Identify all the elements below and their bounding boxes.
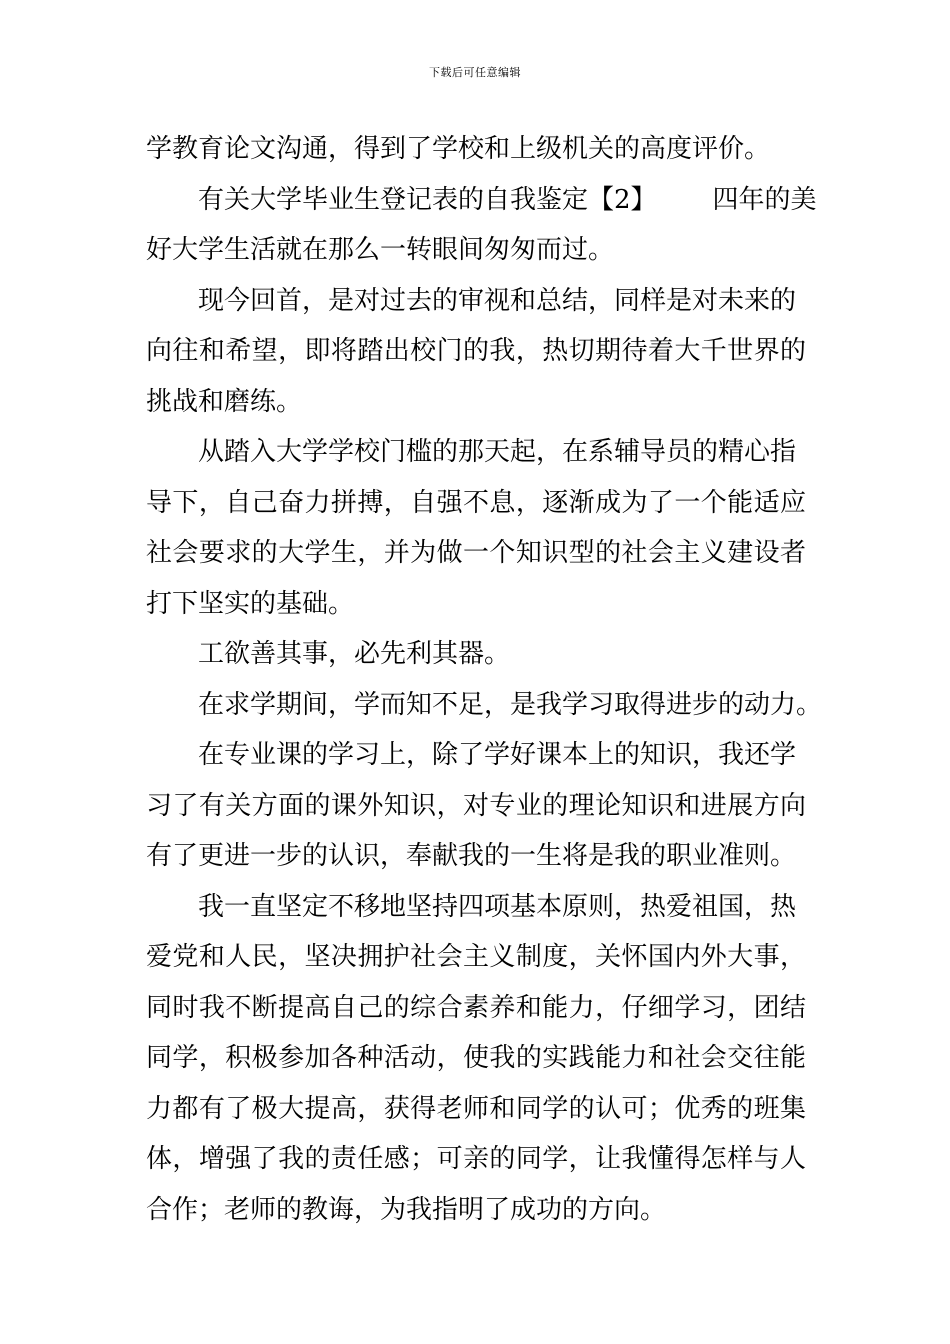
text-line: 习了有关方面的课外知识，对专业的理论知识和进展方向 (146, 790, 806, 821)
text-line: 合作；老师的教诲，为我指明了成功的方向。 (146, 1194, 667, 1225)
text-line: 向往和希望，即将踏出校门的我，热切期待着大千世界的 (146, 336, 806, 366)
text-fragment: 四年的美 (712, 184, 817, 215)
text-line: 爱党和人民，坚决拥护社会主义制度，关怀国内外大事， (146, 942, 806, 972)
text-line: 社会要求的大学生，并为做一个知识型的社会主义建设者 (146, 538, 806, 568)
text-line (146, 175, 817, 226)
text-line: 挑战和磨练。 (146, 386, 303, 417)
page-header: 下载后可任意编辑 (429, 66, 521, 79)
text-line: 学教育论文沟通，得到了学校和上级机关的高度评价。 (146, 134, 771, 164)
text-line: 好大学生活就在那么一转眼间匆匆而过。 (146, 235, 615, 265)
document-body (146, 124, 823, 1235)
text-line: 力都有了极大提高，获得老师和同学的认可；优秀的班集 (146, 1093, 806, 1124)
text-line: 在求学期间，学而知不足，是我学习取得进步的动力。 (198, 689, 823, 720)
text-line: 打下坚实的基础。 (146, 588, 355, 619)
text-line: 从踏入大学学校门槛的那天起，在系辅导员的精心指 (198, 437, 797, 467)
text-line: 现今回首，是对过去的审视和总结，同样是对未来的 (198, 285, 797, 316)
section-heading: 有关大学毕业生登记表的自我鉴定【2】 (198, 184, 657, 215)
text-line: 在专业课的学习上，除了学好课本上的知识，我还学 (198, 740, 797, 770)
text-line: 有了更进一步的认识，奉献我的一生将是我的职业准则。 (146, 841, 797, 871)
text-line: 同时我不断提高自己的综合素养和能力，仔细学习，团结 (146, 992, 806, 1023)
text-line: 工欲善其事，必先利其器。 (198, 639, 511, 669)
text-line: 同学，积极参加各种活动，使我的实践能力和社会交往能 (146, 1043, 806, 1073)
text-line: 我一直坚定不移地坚持四项基本原则，热爱祖国，热 (198, 891, 797, 922)
text-line: 体，增强了我的责任感；可亲的同学，让我懂得怎样与人 (146, 1144, 806, 1174)
text-line: 导下，自己奋力拼搏，自强不息，逐渐成为了一个能适应 (146, 487, 806, 518)
